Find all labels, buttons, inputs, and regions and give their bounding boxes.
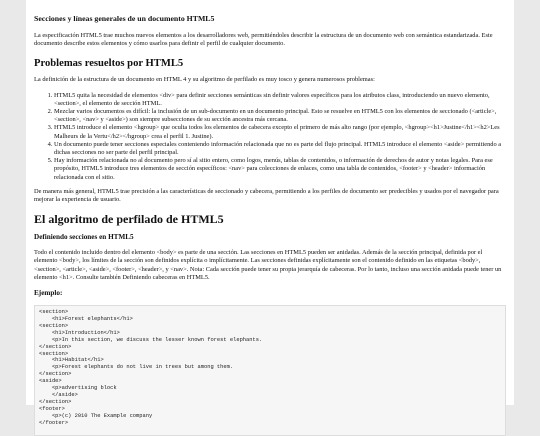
define-sections-heading: Definiendo secciones en HTML5 (34, 233, 134, 242)
document-title: Secciones y líneas generales de un documento HTML5 (34, 14, 215, 23)
intro-paragraph: La especificación HTML5 trae muchos nuevos elementos a los desarrolladores web, permitiéndoles describir la estructura de un documento web con semántica estandarizada. Este documento describe estos elementos y cómo usarlos para definir el perfil de cualquier documento. (34, 32, 493, 48)
define-sections-text: Todo el contenido incluido dentro del elemento <body> es parte de una sección. Las secciones en HTML5 pueden ser anidadas. Además de la sección principal, definida por el elemento <body>, los límites de la sección son definidos explícita o implícitamente. Las secciones definidas explícitamente son el contenido definido en las etiquetas <body>, <section>, <article>, <aside>, <footer>, <header>, y <nav>. Nota: Cada sección puede tener su propia jerarquía de cabeceras. Por lo tanto, incluso una sección anidada puede tener un elemento <h1>. Consulte también Definiendo cabeceras en HTML5. (34, 249, 502, 281)
problems-list (34, 92, 506, 182)
code-example: <section> <h1>Forest elephants</h1> <section> <h1>Introduction</h1> <p>In this section, we discuss the lesser known forest elephants. </section> <section> <h1>Habitat</h1> <p>Forest elephants do not live in trees but among them. </section> <aside> <p>advertising block </aside> </section> <footer> <p>(c) 2010 The Example company </footer> (34, 305, 506, 436)
problems-outro: De manera más general, HTML5 trae precisión a las características de seccionado y cabecera, permitiendo a los perfiles de documento ser predecibles y usados por el navegador para mejorar la experiencia de usuario. (34, 187, 499, 204)
list-item: 5. Hay información relacionada no al documento pero sí al sitio entero, como logos, menús, tablas de contenidos, o información de derechos de autor y notas legales. Para ese propósito, HTML5 introduce tres elementos de sección específicos: <nav> para colecciones de enlaces, como una tabla de contenidos, <footer> y <header> información relacionada con el sitio. (54, 157, 506, 182)
document-page (26, 0, 514, 426)
list-item: 1. HTML5 quita la necesidad de elementos <div> para definir secciones semánticas sin definir valores específicos para los atributos class, introduciendo un nuevo elemento, <section>, el elemento de sección HTML. (54, 92, 506, 108)
algorithm-heading: El algoritmo de perfilado de HTML5 (34, 212, 224, 227)
problems-intro: La definición de la estructura de un documento en HTML 4 y su algoritmo de perfilado es muy tosco y genera numerosos problemas: (34, 76, 375, 84)
list-item: 4. Un documento puede tener secciones especiales conteniendo información relacionada que no es parte del flujo principal. HTML5 introduce el elemento <aside> permitiendo a dichas secciones no ser parte del perfil principal. (54, 141, 506, 157)
list-item: 2. Mezclar varios documentos es difícil: la inclusión de un sub-documento en un documento principal. Esto se resuelve en HTML5 con los elementos de seccionado (<article>, <section>, <nav> y <aside>) son siempre subsecciones de su sección ancestra más cercana. (54, 108, 506, 124)
problems-heading: Problemas resueltos por HTML5 (34, 58, 184, 70)
list-item: 3. HTML5 introduce el elemento <hgroup> que oculta todos los elementos de cabecera excepto el primero de más alto rango (por ejemplo, <hgroup><h1>Justine</h1><h2>Les Malheurs de la Vertu</h2></hgroup> crea el perfil 1. Justine). (54, 124, 506, 140)
example-heading: Ejemplo: (34, 289, 63, 298)
